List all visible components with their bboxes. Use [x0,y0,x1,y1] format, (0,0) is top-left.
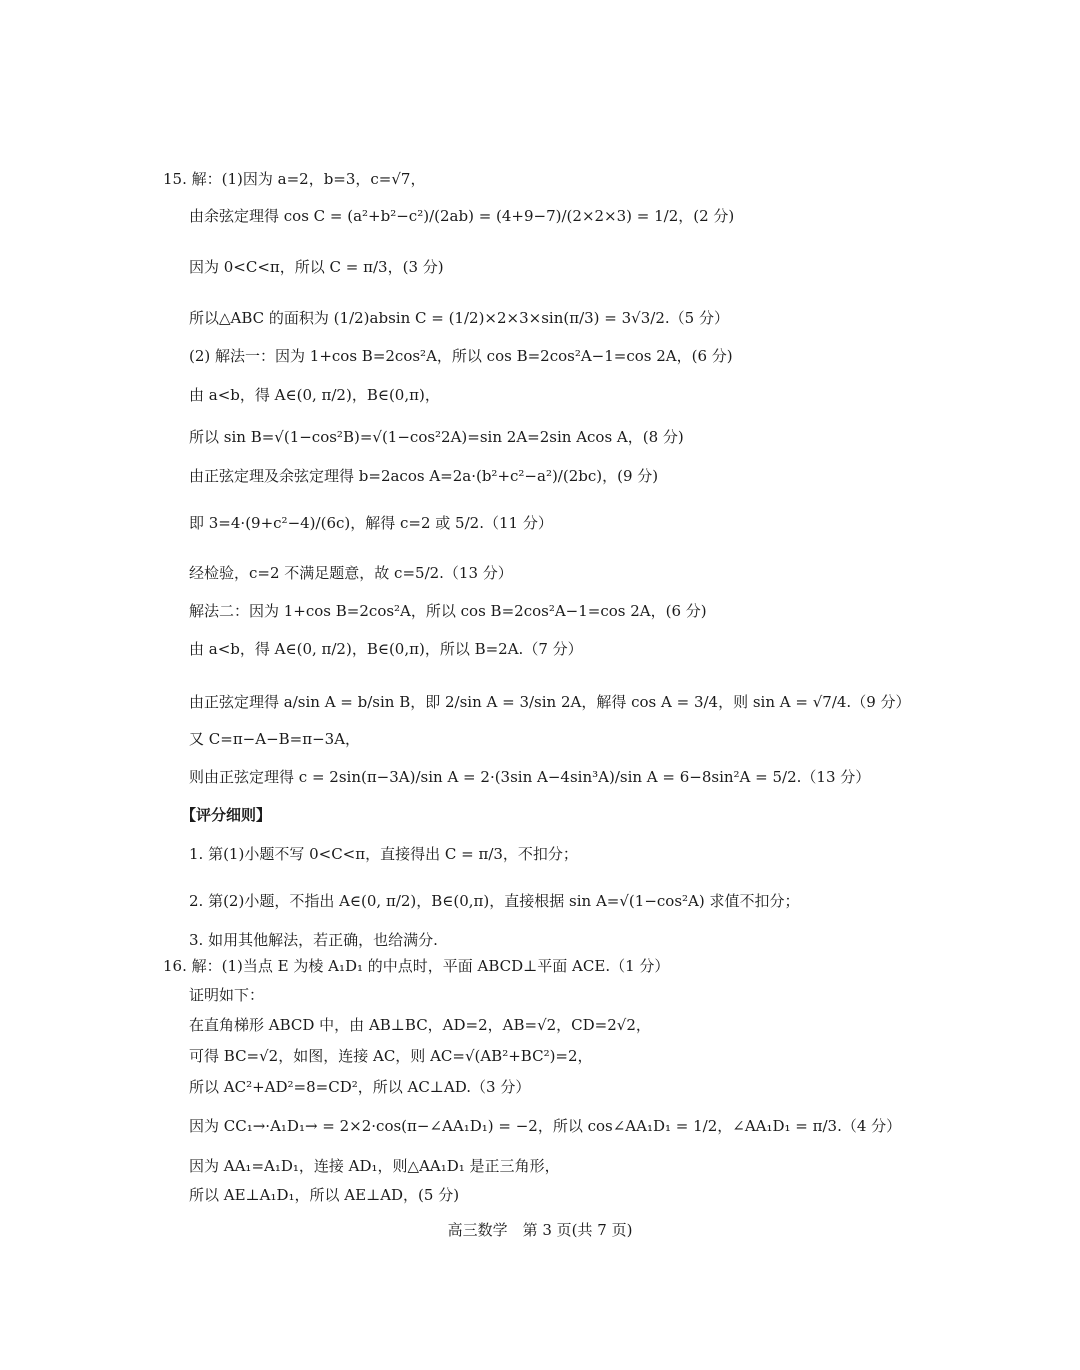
solution-line: (2) 解法一：因为 1+cos B=2cos²A，所以 cos B=2cos²A−1=cos 2A，(6 分) [189,347,733,365]
solution-line: 所以△ABC 的面积为 (1/2)absin C = (1/2)×2×3×sin(π/3) = 3√3/2.（5 分） [189,309,729,327]
solution-line: 由正弦定理得 a/sin A = b/sin B，即 2/sin A = 3/sin 2A，解得 cos A = 3/4，则 sin A = √7/4.（9 分） [189,693,911,711]
solution-line: 因为 CC₁→·A₁D₁→ = 2×2·cos(π−∠AA₁D₁) = −2，所以 cos∠AA₁D₁ = 1/2，∠AA₁D₁ = π/3.（4 分） [189,1117,902,1135]
solution-line: 经检验，c=2 不满足题意，故 c=5/2.（13 分） [189,564,513,582]
solution-line: 因为 AA₁=A₁D₁，连接 AD₁，则△AA₁D₁ 是正三角形， [189,1157,560,1175]
solution-line: 所以 sin B=√(1−cos²B)=√(1−cos²2A)=sin 2A=2sin Acos A，(8 分) [189,428,684,446]
problem-16-header: 16. 解：(1)当点 E 为棱 A₁D₁ 的中点时，平面 ABCD⊥平面 ACE.（1 分） [163,957,670,975]
solution-line: 所以 AE⊥A₁D₁，所以 AE⊥AD，(5 分) [189,1186,460,1204]
solution-line: 解法二：因为 1+cos B=2cos²A，所以 cos B=2cos²A−1=cos 2A，(6 分) [189,602,707,620]
solution-line: 由 a<b，得 A∈(0, π/2)，B∈(0,π)， [189,386,440,404]
solution-line: 即 3=4·(9+c²−4)/(6c)，解得 c=2 或 5/2.（11 分） [189,514,553,532]
grading-rule: 1. 第(1)小题不写 0<C<π，直接得出 C = π/3，不扣分； [189,845,578,863]
solution-line: 由余弦定理得 cos C = (a²+b²−c²)/(2ab) = (4+9−7)/(2×2×3) = 1/2，(2 分) [189,207,735,225]
solution-line: 因为 0<C<π，所以 C = π/3，(3 分) [189,258,444,276]
solution-line: 所以 AC²+AD²=8=CD²，所以 AC⊥AD.（3 分） [189,1078,531,1096]
problem-15-header: 15. 解：(1)因为 a=2，b=3，c=√7， [163,170,426,188]
solution-line: 在直角梯形 ABCD 中，由 AB⊥BC，AD=2，AB=√2，CD=2√2， [189,1016,651,1034]
solution-line: 由 a<b，得 A∈(0, π/2)，B∈(0,π)，所以 B=2A.（7 分） [189,640,583,658]
solution-line: 证明如下： [189,986,265,1004]
grading-rule: 3. 如用其他解法，若正确，也给满分. [189,931,438,949]
solution-line: 则由正弦定理得 c = 2sin(π−3A)/sin A = 2·(3sin A−4sin³A)/sin A = 6−8sin²A = 5/2.（13 分） [189,768,871,786]
solution-line: 由正弦定理及余弦定理得 b=2acos A=2a·(b²+c²−a²)/(2bc)，(9 分) [189,467,659,485]
solution-line: 又 C=π−A−B=π−3A， [189,730,361,748]
grading-rule: 2. 第(2)小题，不指出 A∈(0, π/2)，B∈(0,π)，直接根据 sin A=√(1−cos²A) 求值不扣分； [189,892,800,910]
page-footer: 高三数学 第 3 页(共 7 页) [447,1221,633,1239]
grading-rules-heading: 【评分细则】 [181,806,272,824]
solution-line: 可得 BC=√2，如图，连接 AC，则 AC=√(AB²+BC²)=2， [189,1047,593,1065]
